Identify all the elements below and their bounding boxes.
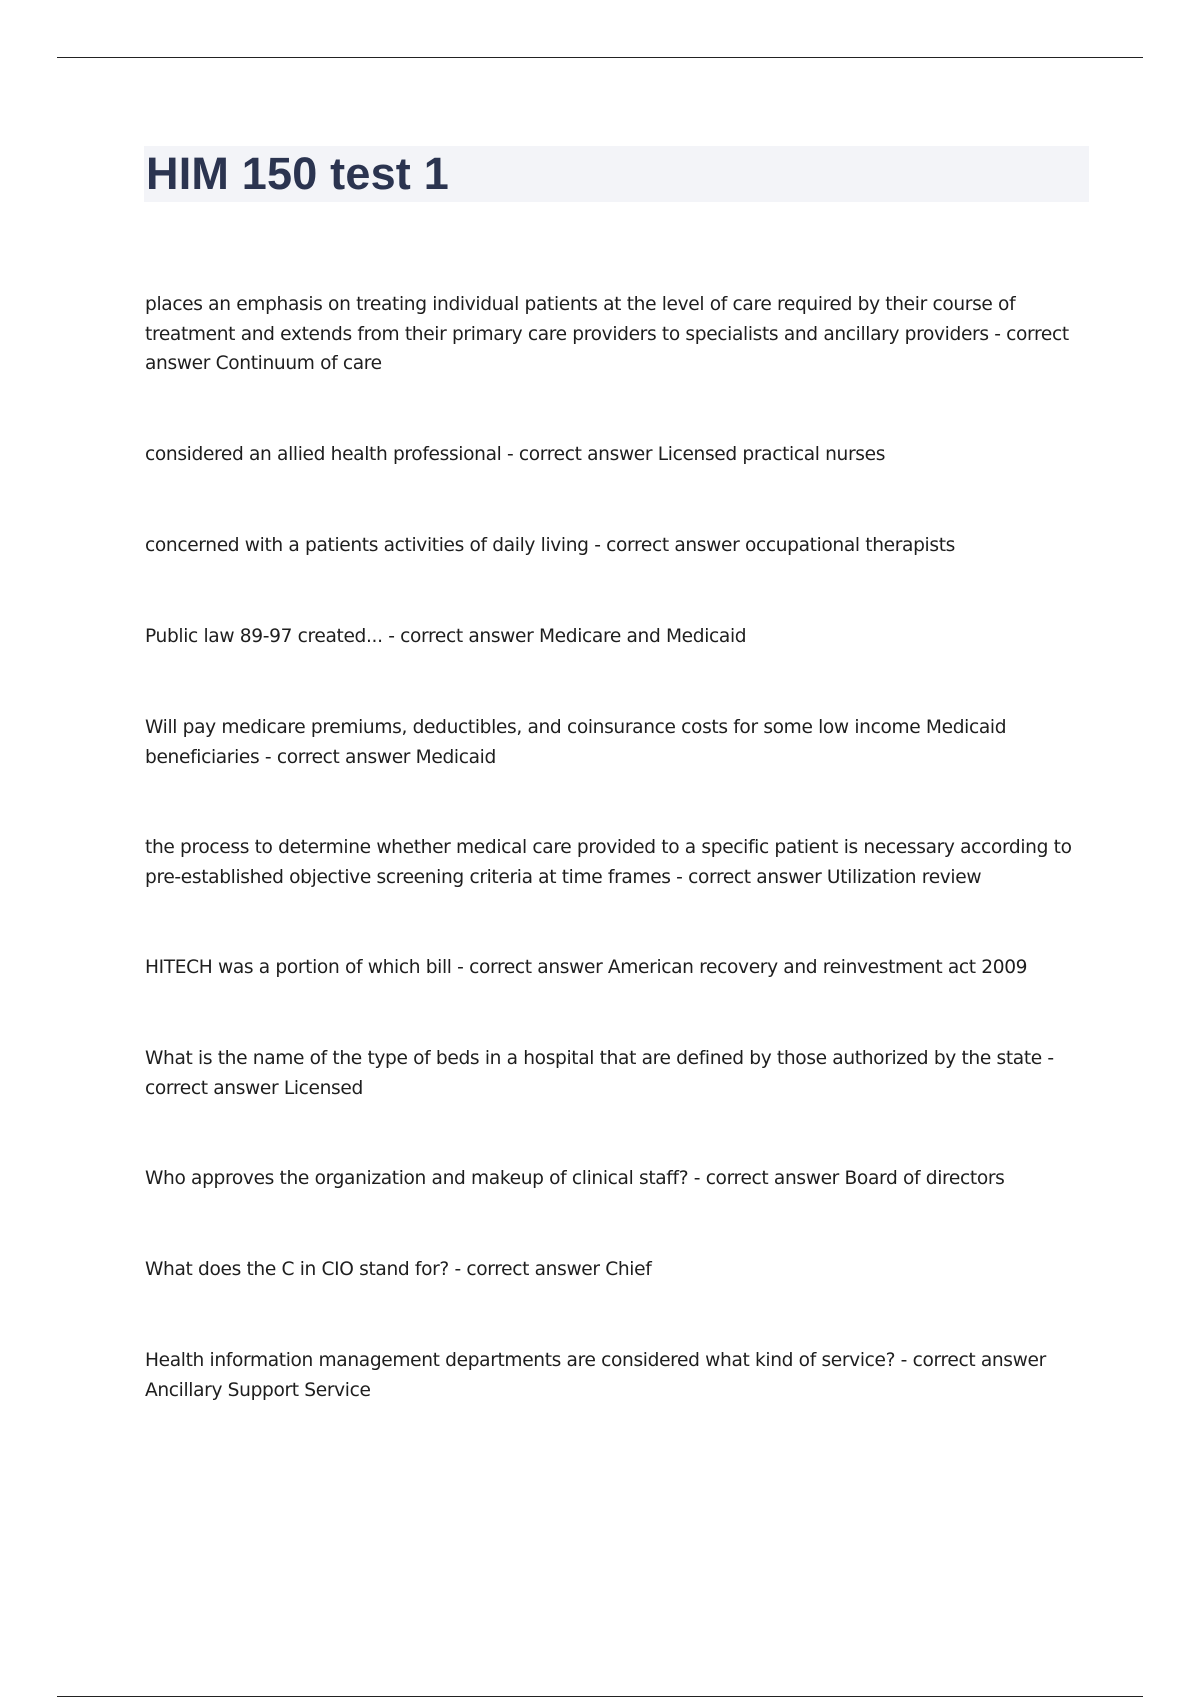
- qa-item: Who approves the organization and makeup of clinical staff? - correct answer Board of directors: [145, 1168, 1005, 1189]
- qa-item: Will pay medicare premiums, deductibles, and coinsurance costs for some low income Medicaid beneficiaries - correct answer Medicaid: [145, 717, 1007, 768]
- qa-item: Health information management departments are considered what kind of service? - correct answer Ancillary Support Service: [145, 1350, 1046, 1401]
- bottom-divider: [57, 1696, 1143, 1697]
- qa-item: considered an allied health professional - correct answer Licensed practical nurses: [145, 444, 886, 465]
- top-divider: [57, 57, 1143, 58]
- qa-item: What is the name of the type of beds in a hospital that are defined by those authorized by the state - correct answer Licensed: [145, 1048, 1054, 1099]
- qa-item: places an emphasis on treating individual patients at the level of care required by their course of treatment and extends from their primary care providers to specialists and ancillary providers - correct answer Continuum of care: [145, 294, 1069, 374]
- qa-item: HITECH was a portion of which bill - correct answer American recovery and reinvestment act 2009: [145, 957, 1028, 978]
- qa-item: What does the C in CIO stand for? - correct answer Chief: [145, 1259, 652, 1280]
- qa-item: Public law 89-97 created... - correct answer Medicare and Medicaid: [145, 626, 747, 647]
- page-title: HIM 150 test 1: [146, 148, 449, 199]
- qa-item: the process to determine whether medical care provided to a specific patient is necessary according to pre-established objective screening criteria at time frames - correct answer Utilization review: [145, 837, 1072, 888]
- qa-item: concerned with a patients activities of daily living - correct answer occupational therapists: [145, 535, 955, 556]
